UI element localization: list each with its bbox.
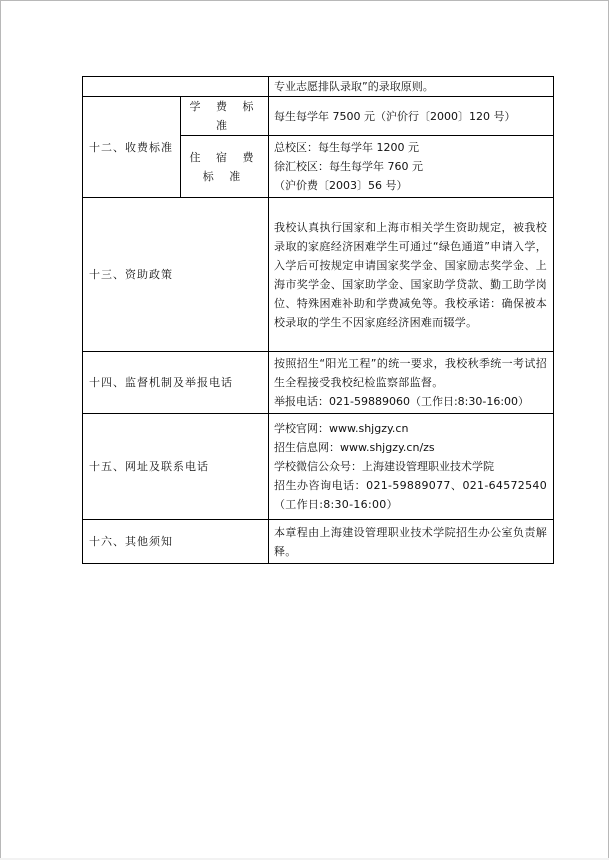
admission-phone: 招生办咨询电话：021-59889077、021-64572540（工作日:8:30-16:00）: [274, 479, 547, 511]
other-notes-text: 本章程由上海建设管理职业技术学院招生办公室负责解释。: [274, 525, 547, 558]
admission-website: 招生信息网：www.shjgzy.cn/zs: [274, 441, 435, 454]
supervision-text-cell: [269, 352, 554, 414]
dorm-fee-label: 住 宿 费 标 准: [181, 136, 269, 198]
tuition-value-cell: [269, 97, 554, 136]
contact-text-cell: [269, 414, 554, 520]
supervision-text: 按照招生“阳光工程”的统一要求，我校秋季统一考试招生全程接受我校纪检监察部监督。: [274, 357, 547, 389]
supervision-section-label: 十四、监督机制及举报电话: [83, 352, 269, 414]
aid-policy-text: 我校认真执行国家和上海市相关学生资助规定，被我校录取的家庭经济困难学生可通过“绿色通道”申请入学，入学后可按规定申请国家奖学金、国家励志奖学金、上海市奖学金、国家助学金、国家助学贷款、勤工助学岗位、特殊困难补助和学费减免等。我校承诺：确保被本校录取的学生不因家庭经济困难而辍学。: [274, 220, 547, 329]
wechat-account: 学校微信公众号：上海建设管理职业技术学院: [274, 460, 494, 473]
contact-section-label: 十五、网址及联系电话: [83, 414, 269, 520]
other-section-label: 十六、其他须知: [83, 520, 269, 564]
other-text-cell: [269, 520, 554, 564]
dorm-fee-xuhui-campus: 徐汇校区：每生每学年 760 元: [274, 160, 423, 173]
tuition-value: 每生每学年 7500 元（沪价行〔2000〕120 号）: [274, 109, 516, 123]
tuition-label: 学 费 标 准: [181, 97, 269, 136]
dorm-fee-reference: （沪价费〔2003〕56 号）: [274, 179, 408, 192]
school-website: 学校官网：www.shjgzy.cn: [274, 422, 409, 435]
aid-section-label: 十三、资助政策: [83, 198, 269, 352]
admissions-table: [82, 76, 554, 564]
report-phone: 举报电话：021-59889060（工作日:8:30-16:00）: [274, 395, 530, 408]
aid-text-cell: [269, 198, 554, 352]
table-row-aid: [83, 198, 554, 352]
dorm-fee-main-campus: 总校区：每生每学年 1200 元: [274, 141, 419, 154]
table-row-contact: [83, 414, 554, 520]
table-row-other: [83, 520, 554, 564]
continued-text: 专业志愿排队录取”的录取原则。: [274, 80, 434, 93]
table-row-continued: [83, 77, 554, 97]
table-row-supervision: [83, 352, 554, 414]
continued-text-cell: [269, 77, 554, 97]
empty-label-cell: [83, 77, 269, 97]
fee-section-label: 十二、收费标准: [83, 97, 181, 198]
table-row-tuition: [83, 97, 554, 136]
dorm-fee-value-cell: [269, 136, 554, 198]
